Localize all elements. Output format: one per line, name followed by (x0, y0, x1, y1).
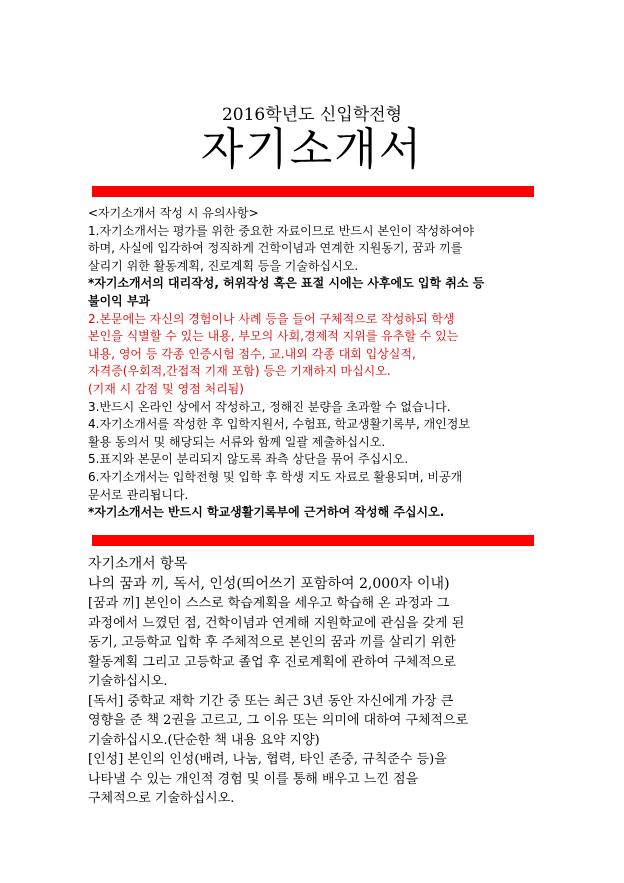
notice-line: 6.자기소개서는 입학전형 및 입학 후 학생 지도 자료로 활용되며, 비공개 (88, 469, 463, 484)
document-subtitle: 2016학년도 신입학전형 (221, 105, 403, 125)
item-line: 활동계획 그리고 고등학교 졸업 후 진로계획에 관하여 구체적으로 (88, 654, 456, 670)
notice-red-line: 본인을 식별할 수 있는 내용, 부모의 사회,경제적 지위를 유추할 수 있는 (88, 329, 459, 344)
items-section (88, 555, 548, 809)
notice-red-line: 자격증(우회적,간접적 기재 포함) 등은 기재하지 마십시오. (88, 364, 391, 379)
item-line: 영향을 준 책 2권을 고르고, 그 이유 또는 의미에 대하여 구체적으로 (88, 713, 469, 728)
notice-warning-line: *자기소개서는 반드시 학교생활기록부에 근거하여 작성해 주십시오. (88, 505, 445, 520)
item-line: [인성] 본인의 인성(배려, 나눔, 협력, 타인 존중, 규칙준수 등)을 (88, 752, 447, 767)
notices-heading: <자기소개서 작성 시 유의사항> (88, 206, 259, 220)
notice-line: 살리기 위한 활동계획, 진로계획 등을 기술하십시오. (88, 258, 359, 273)
notice-warning-line: 불이익 부과 (88, 293, 151, 308)
notices-section (88, 205, 548, 522)
notice-red-line: 내용, 영어 등 각종 인증시험 점수, 교.내외 각종 대회 입상실적, (88, 346, 416, 361)
item-line: 나타낼 수 있는 개인적 경험 및 이를 통해 배우고 느낀 점을 (88, 771, 419, 787)
notice-line: 활용 동의서 및 해당되는 서류와 함께 일괄 제출하십시오. (88, 434, 386, 449)
document-title: 자기소개서 (200, 124, 424, 175)
notice-line: 하며, 사실에 입각하여 정직하게 건학이념과 연계한 지원동기, 꿈과 끼를 (88, 241, 463, 256)
item-line: 기술하십시오. (88, 674, 168, 689)
item-line: 동기, 고등학교 입학 후 주체적으로 본인의 꿈과 끼를 살리기 위한 (88, 635, 456, 650)
items-heading: 자기소개서 항목 (88, 556, 188, 572)
notice-red-line: (기재 시 감점 및 영점 처리됨) (88, 381, 244, 396)
item-line: 기술하십시오.(단순한 책 내용 요약 지양) (88, 732, 320, 748)
red-divider-top (92, 186, 534, 197)
red-divider-bottom (92, 535, 534, 546)
item-line: 구체적으로 기술하십시오. (88, 791, 235, 806)
notice-red-line: 2.본문에는 자신의 경험이나 사례 등을 들어 구체적으로 작성하되 학생 (88, 311, 455, 326)
item-line: [독서] 중학교 재학 기간 중 또는 최근 3년 동안 자신에게 가장 큰 (88, 693, 454, 709)
notice-line: 3.반드시 온라인 상에서 작성하고, 정해진 분량을 초과할 수 없습니다. (88, 399, 451, 414)
notice-line: 1.자기소개서는 평가를 위한 중요한 자료이므로 반드시 본인이 작성하여야 (88, 223, 474, 238)
main-question: 나의 꿈과 끼, 독서, 인성(띄어쓰기 포함하여 2,000자 이내) (88, 575, 450, 592)
item-line: 과정에서 느꼈던 점, 건학이념과 연계해 지원학교에 관심을 갖게 된 (88, 615, 465, 631)
notice-line: 4.자기소개서를 작성한 후 입학지원서, 수험표, 학교생활기록부, 개인정보 (88, 417, 470, 432)
notice-line: 문서로 관리됩니다. (88, 487, 189, 502)
notice-line: 5.표지와 본문이 분리되지 않도록 좌측 상단을 묶어 주십시오. (88, 452, 409, 467)
item-line: [꿈과 끼] 본인이 스스로 학습계획을 세우고 학습해 온 과정과 그 (88, 596, 450, 611)
notice-warning-line: *자기소개서의 대리작성, 허위작성 혹은 표절 시에는 사후에도 입학 취소 등 (88, 276, 485, 291)
